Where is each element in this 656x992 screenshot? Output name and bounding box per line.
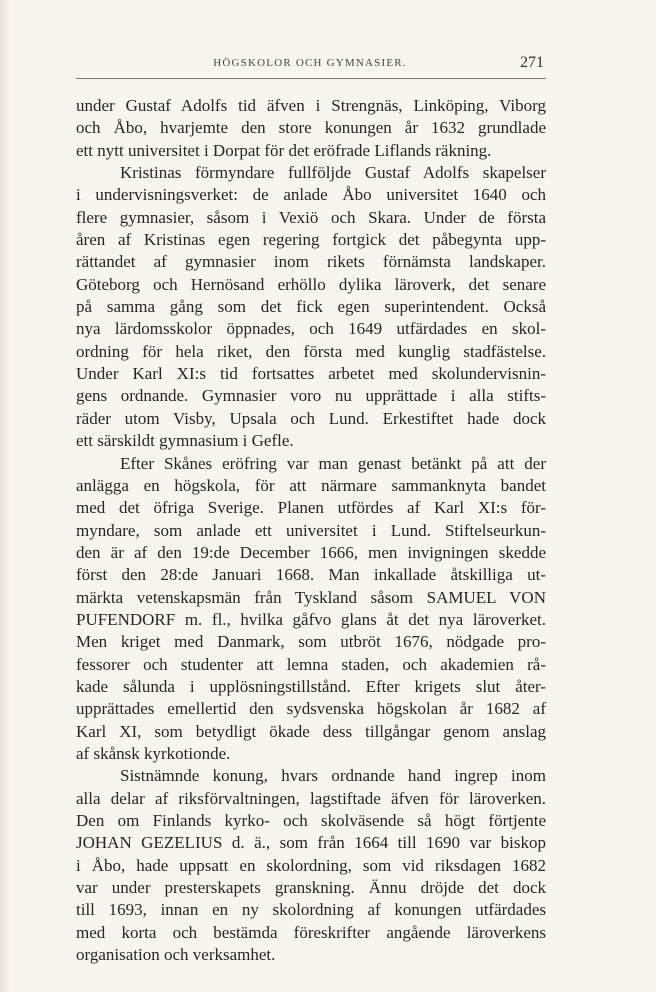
text-line: med det öfriga Sverige. Planen utfördes af Karl XI:s för- [76,498,546,518]
text-line: Men kriget med Danmark, som utbröt 1676, nödgade pro- [76,632,546,652]
text-line: till 1693, innan en ny skolordning af konungen utfärdades [76,900,546,920]
text-line: myndare, som anlade ett universitet i Lund. Stiftelseurkun- [76,520,546,540]
text-line: under Gustaf Adolfs tid äfven i Strengnäs, Linköping, Viborg [76,96,546,115]
text-line: upprättades emellertid den sydsvenska högskolan år 1682 af [76,699,546,719]
text-line: åren af Kristinas egen regering fortgick det påbegynta upp- [76,230,546,250]
text-line: Under Karl XI:s tid fortsattes arbetet med skolundervisnin- [76,364,546,384]
text-line: Sistnämnde konung, hvars ordnande hand ingrep inom [120,766,546,786]
text-line: var under presterskapets granskning. Ännu dröjde det dock [76,878,546,898]
text-line: först den 28:de Januari 1668. Man inkallade åtskilliga ut- [76,565,546,585]
text-line: organisation och verksamhet. [76,945,276,965]
text-line: räder utom Visby, Upsala och Lund. Erkestiftet hade dock [76,408,546,428]
text-line: Göteborg och Hernösand erhöllo dylika läroverk, det senare [76,274,546,294]
text-line: fessorer och studenter att lemna staden, och akademien rå- [76,654,546,674]
text-line: Efter Skånes eröfring var man genast betänkt på att der [120,453,546,473]
text-line: ett särskildt gymnasium i Gefle. [76,431,294,451]
text-line: med korta och bestämda föreskrifter angående läroverkens [76,922,546,942]
text-line: PUFENDORF m. fl., hvilka gåfvo glans åt det nya läroverket. [76,609,546,629]
text-line: anlägga en högskola, för att närmare sammanknyta bandet [76,475,546,495]
text-line: Den om Finlands kyrko- och skolväsende så högt förtjente [76,811,546,830]
paragraph [76,95,546,162]
header-rule [76,78,546,79]
text-line: kade sålunda i upplösningstillstånd. Efter krigets slut åter- [76,676,546,696]
text-line: flere gymnasier, såsom i Vexiö och Skara. Under de första [76,207,546,227]
paragraph [76,453,546,766]
body-text [76,95,546,966]
text-line: JOHAN GEZELIUS d. ä., som från 1664 till 1690 var biskop [76,833,546,853]
text-line: alla delar af riksförvaltningen, lagstiftade äfven för läroverken. [76,788,546,808]
page-edge [0,0,10,992]
text-line: ordning för hela riket, den första med kunglig stadfästelse. [76,341,546,361]
text-line: Kristinas förmyndare fullföljde Gustaf Adolfs skapelser [120,163,546,183]
text-line: af skånsk kyrkotionde. [76,743,231,763]
text-line: ett nytt universitet i Dorpat för det eröfrade Liflands räkning. [76,140,492,160]
paragraph [76,765,546,966]
text-line: rättandet af gymnasier inom rikets förnämsta landskaper. [76,252,546,272]
text-line: Karl XI, som betydligt ökade dess tillgångar genom anslag [76,721,546,741]
text-line: i undervisningsverket: de anlade Åbo universitet 1640 och [76,185,546,205]
header-title: HÖGSKOLOR OCH GYMNASIER. [213,57,407,69]
text-line: den är af den 19:de December 1666, men invigningen skedde [76,542,546,562]
text-line: på samma gång som det fick egen superintendent. Också [76,297,546,317]
text-line: i Åbo, hade uppsatt en skolordning, som vid riksdagen 1682 [76,855,546,875]
page-number: 271 [520,54,544,71]
text-line: nya lärdomsskolor öppnades, och 1649 utfärdades en skol- [76,319,546,339]
paragraph [76,162,546,452]
text-line: gens ordnande. Gymnasier voro nu upprättade i alla stifts- [76,386,546,406]
running-header [76,54,544,76]
text-line: och Åbo, hvarjemte den store konungen år 1632 grundlade [76,118,546,138]
text-line: märkta vetenskapsmän från Tyskland såsom SAMUEL VON [76,587,546,607]
